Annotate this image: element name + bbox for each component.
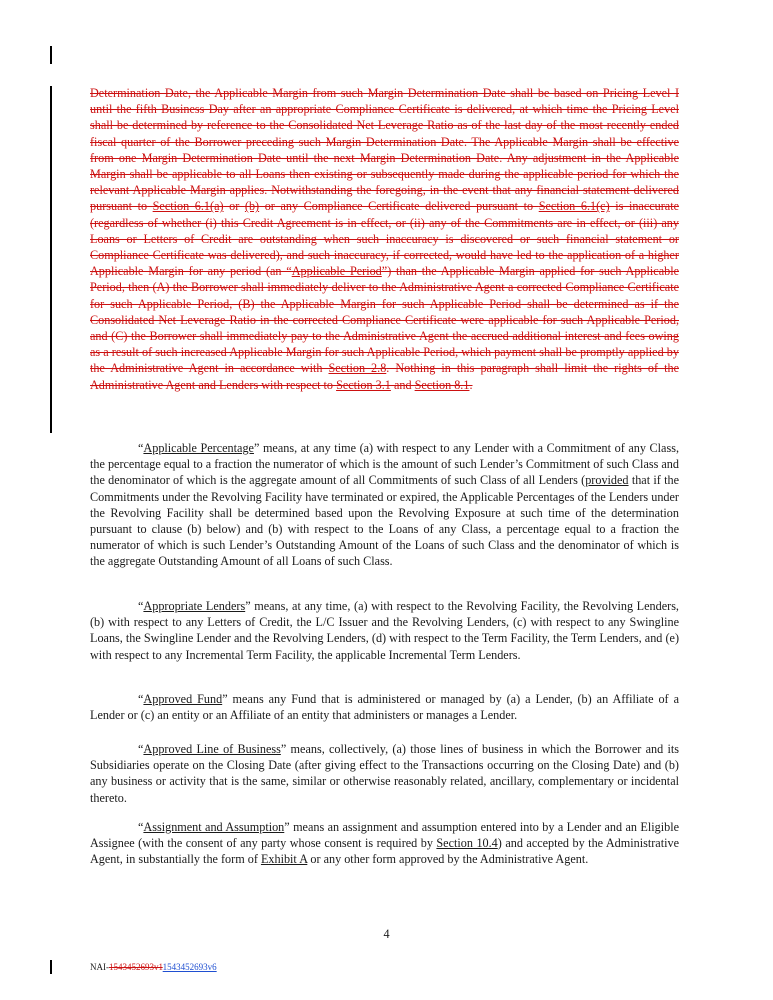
proviso-term: provided [585,473,629,488]
document-id-footer [90,962,217,972]
definition-appropriate-lenders: “Appropriate Lenders” means, at any time, (a) with respect to the Revolving Facility, the Revolving Lenders, (b) with respect to any Letters of Credit, the L/C Issuer and the Revolving Lenders, (c) with respect to any Swingline Loans, the Swingline Lender and the Revolving Lenders, (d) with respect to the Term Facility, the Term Lenders, and (e) with respect to any Incremental Term Facility, the applicable Incremental Term Lenders. [90,599,679,662]
change-bar-deleted-paragraph [50,86,52,433]
deleted-paragraph: Determination Date, the Applicable Margin from such Margin Determination Date shall be based on Pricing Level I until the fifth Business Day after an appropriate Compliance Certificate is delivered, at which time the Pricing Level shall be determined by reference to the Consolidated Net Leverage Ratio as of the last day of the most recently ended fiscal quarter of the Borrower preceding such Margin Determination Date. The Applicable Margin shall be effective from one Margin Determination Date until the next Margin Determination Date. Any adjustment in the Applicable Margin shall be applicable to all Loans then existing or subsequently made during the applicable period for which the relevant Applicable Margin applies. Notwithstanding the foregoing, in the event that any financial statement delivered pursuant to Section 6.1(a) or (b) or any Compliance Certificate delivered pursuant to Section 6.1(c) is inaccurate (regardless of whether (i) this Credit Agreement is in effect, or (ii) any of the Commitments are in effect, or (iii) any Loans or Letters of Credit are outstanding when such inaccuracy is discovered or such financial statement or Compliance Certificate was delivered), and such inaccuracy, if corrected, would have led to the application of a higher Applicable Margin for any period (an “Applicable Period”) than the Applicable Margin applied for such Applicable Period, then (A) the Borrower shall immediately deliver to the Administrative Agent a corrected Compliance Certificate for such Applicable Period, (B) the Applicable Margin for such Applicable Period shall be determined as if the Consolidated Net Leverage Ratio in the corrected Compliance Certificate were applicable for such Applicable Period, and (C) the Borrower shall immediately pay to the Administrative Agent the accrued additional interest and fees owing as a result of such increased Applicable Margin for such Applicable Period, which payment shall be promptly applied by the Administrative Agent in accordance with Section 2.8. Nothing in this paragraph shall limit the rights of the Administrative Agent and Lenders with respect to Section 3.1 and Section 8.1. [90,86,680,392]
defined-term: Applicable Period [291,264,382,279]
defined-term: Appropriate Lenders [143,599,246,613]
section-ref: Section 10.4 [436,836,498,851]
footer-new-id: 1543452693v6 [162,962,217,972]
section-ref: Section 8.1 [414,377,470,392]
definition-assignment-and-assumption: “Assignment and Assumption” means an assignment and assumption entered into by a Lender and an Eligible Assignee (with the consent of any party whose consent is required by Section 10.4) and accepted by the Administrative Agent, in substantially the form of Exhibit A or any other form approved by the Administrative Agent. [90,820,679,867]
footer-old-id: 1543452693v1 [109,962,163,972]
section-ref: (b) [244,199,260,214]
defined-term: Approved Fund [143,692,223,706]
page-number: 4 [383,927,390,941]
section-ref: Section 6.1(a) [152,199,224,214]
section-ref: Section 2.8 [328,361,387,376]
section-ref: Section 3.1 [336,377,391,392]
defined-term: Applicable Percentage [143,441,254,455]
definition-approved-fund: “Approved Fund” means any Fund that is administered or managed by (a) a Lender, (b) an Affiliate of a Lender or (c) an entity or an Affiliate of an entity that administers or manages a Lender. [90,692,679,723]
footer-prefix: NAI- [90,962,109,972]
definition-applicable-percentage: “Applicable Percentage” means, at any time (a) with respect to any Lender with a Commitment of any Class, the percentage equal to a fraction the numerator of which is the amount of such Lender’s Commitment of such Class and the denominator of which is the aggregate amount of all Commitments of such Class of all Lenders (provided that if the Commitments under the Revolving Facility have terminated or expired, the Applicable Percentages of the Lenders under the Revolving Facility shall be determined based upon the Revolving Exposure at such time of the determination pursuant to clause (b) below) and (b) with respect to the Loans of any Class, a percentage equal to a fraction the numerator of which is such Lender’s Outstanding Amount of the Loans of such Class and the denominator of which is the aggregate Outstanding Amount of all Loans of such Class. [90,441,680,569]
change-bar-footer [50,960,52,974]
section-ref: Section 6.1(c) [538,199,610,214]
defined-term: Assignment and Assumption [143,820,285,834]
change-bar-top [50,46,52,64]
defined-term: Approved Line of Business [143,742,281,756]
definition-approved-line-of-business: “Approved Line of Business” means, collectively, (a) those lines of business in which the Borrower and its Subsidiaries operate on the Closing Date (after giving effect to the Transactions occurring on the Closing Date) and (b) any business or activity that is the same, similar or otherwise reasonably related, ancillary, complementary or incidental thereto. [90,742,679,805]
exhibit-ref: Exhibit A [260,852,308,867]
